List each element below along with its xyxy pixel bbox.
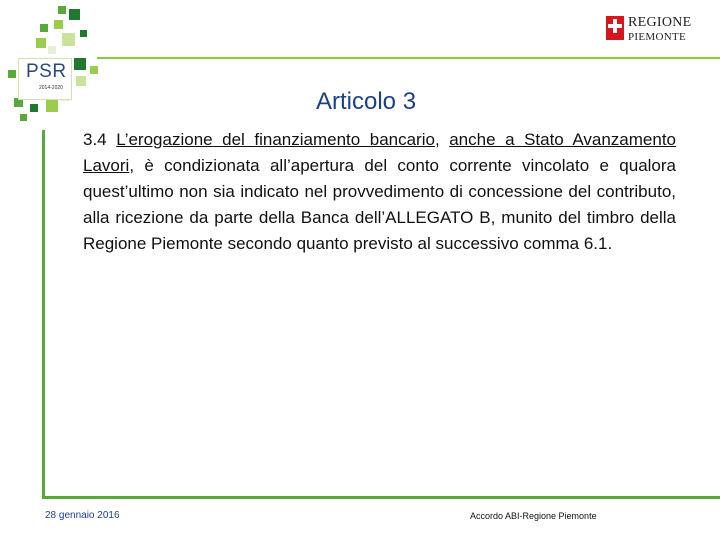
- regione-text: REGIONE: [628, 15, 692, 30]
- logo-square: [46, 100, 58, 112]
- separator: ,: [434, 130, 450, 149]
- logo-square: [36, 38, 46, 48]
- paragraph-number: 3.4: [83, 130, 107, 149]
- left-divider: [42, 130, 45, 498]
- slide-title: Articolo 3: [316, 88, 417, 115]
- psr-logo: [0, 0, 110, 125]
- psr-badge: [18, 58, 72, 100]
- logo-square: [20, 114, 27, 121]
- logo-square: [74, 58, 86, 70]
- footer-date: 28 gennaio 2016: [45, 510, 120, 521]
- piemonte-text: PIEMONTE: [628, 31, 687, 43]
- logo-square: [48, 46, 56, 54]
- logo-square: [80, 30, 87, 37]
- logo-square: [62, 33, 75, 46]
- underlined-phrase-sal: anche a Stato Avanzamento Lavori: [83, 130, 676, 175]
- bottom-divider: [42, 496, 720, 499]
- logo-square: [69, 9, 80, 20]
- psr-text: PSR: [26, 61, 67, 82]
- logo-square: [8, 70, 16, 78]
- piemonte-flag-icon: [606, 16, 624, 40]
- logo-square: [40, 24, 48, 32]
- underlined-phrase-financing: L’erogazione del finanziamento bancario: [116, 130, 435, 149]
- logo-square: [76, 76, 86, 86]
- footer-agreement: Accordo ABI-Regione Piemonte: [470, 511, 597, 521]
- regione-piemonte-logo: [606, 14, 702, 46]
- top-divider: [97, 57, 720, 59]
- logo-square: [58, 6, 66, 14]
- logo-square: [30, 104, 38, 112]
- psr-years: 2014-2020: [39, 85, 63, 91]
- logo-square: [90, 66, 98, 74]
- paragraph-text: , è condizionata all’apertura del conto corrente vincolato e qualora quest’ultimo non sia indicato nel provvedimento di concessione del contributo, alla ricezione da parte della Banca dell’ALLEGATO B, munito del timbro della Regione Piemonte secondo quanto previsto al successivo comma 6.1.: [83, 156, 676, 253]
- article-paragraph: [83, 127, 676, 257]
- logo-square: [54, 20, 63, 29]
